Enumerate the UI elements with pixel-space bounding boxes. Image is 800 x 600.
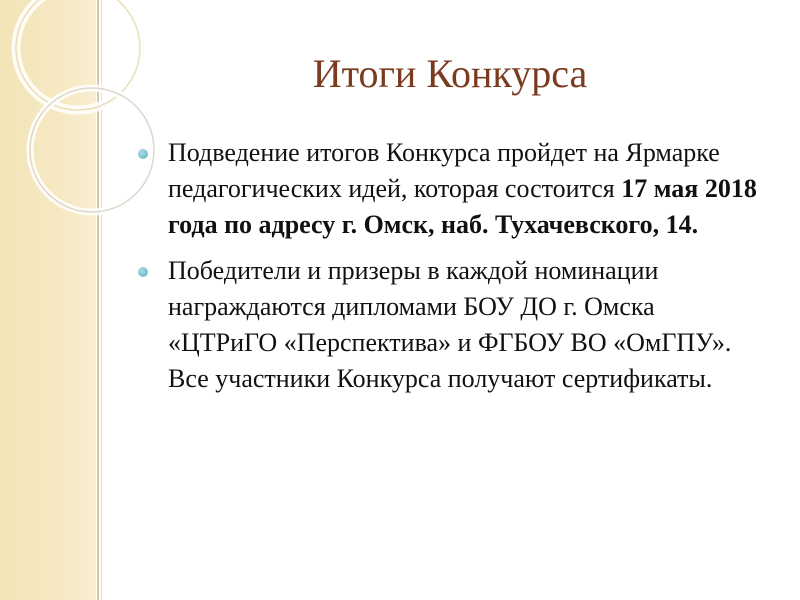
bullet-item-winners (132, 253, 762, 397)
bullet-text-bold-date-address: 17 мая 2018 года по адресу г. Омск, наб. Тухачевского, 14. (168, 174, 757, 239)
bullet-dot-icon (138, 267, 148, 277)
bullet-dot-icon (138, 149, 148, 159)
slide-title: Итоги Конкурса (312, 51, 588, 96)
bullet-text: Победители и призеры в каждой номинации награждаются дипломами БОУ ДО г. Омска «ЦТРиГО «Перспектива» и ФГБОУ ВО «ОмГПУ». Все участники Конкурса получают сертификаты. (168, 256, 732, 393)
bullet-item-results (132, 135, 762, 243)
bullet-list (132, 135, 762, 407)
bullet-text: Подведение итогов Конкурса пройдет на Ярмарке педагогических идей, которая состоится (168, 138, 720, 203)
